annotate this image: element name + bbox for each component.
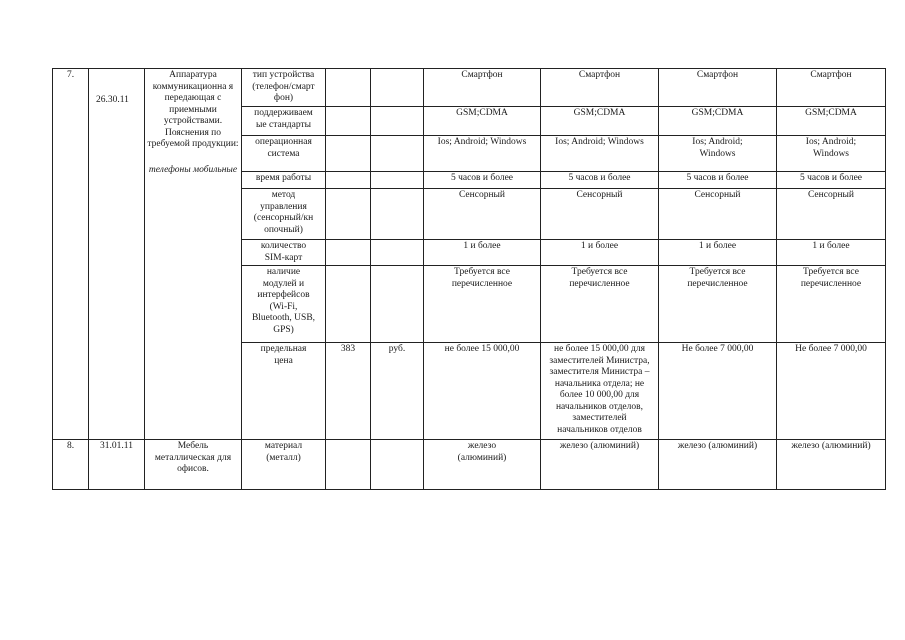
value-cell: GSM;CDMA xyxy=(541,107,659,136)
value-cell: Требуется все перечисленное xyxy=(777,266,886,343)
value-cell: Не более 7 000,00 xyxy=(659,343,777,440)
characteristic-name: операционная система xyxy=(242,136,326,172)
value-cell: Смартфон xyxy=(424,69,541,107)
value-cell: GSM;CDMA xyxy=(777,107,886,136)
value-cell: 1 и более xyxy=(424,240,541,266)
product-note: телефоны мобильные xyxy=(148,164,238,175)
unit-code xyxy=(326,172,371,189)
characteristic-name: материал (металл) xyxy=(242,440,326,490)
value-cell: Ios; Android; Windows xyxy=(541,136,659,172)
value-cell: железо (алюминий) xyxy=(541,440,659,490)
characteristic-name: метод управления (сенсорный/кн опочный) xyxy=(242,189,326,240)
value-cell: 1 и более xyxy=(659,240,777,266)
value-cell: Ios; Android; Windows xyxy=(777,136,886,172)
unit-name xyxy=(371,440,424,490)
table-row xyxy=(53,440,886,490)
characteristic-name: количество SIM-карт xyxy=(242,240,326,266)
characteristic-name: время работы xyxy=(242,172,326,189)
unit-code xyxy=(326,69,371,107)
value-cell: железо (алюминий) xyxy=(659,440,777,490)
characteristic-name: поддерживаем ые стандарты xyxy=(242,107,326,136)
value-cell: не более 15 000,00 xyxy=(424,343,541,440)
value-cell: Ios; Android; Windows xyxy=(659,136,777,172)
unit-name xyxy=(371,172,424,189)
value-cell: 1 и более xyxy=(777,240,886,266)
value-cell: 1 и более xyxy=(541,240,659,266)
unit-code xyxy=(326,189,371,240)
characteristic-name: предельная цена xyxy=(242,343,326,440)
value-cell: Смартфон xyxy=(541,69,659,107)
table-row xyxy=(53,69,886,107)
product-description: Мебель металлическая для офисов. xyxy=(145,440,242,490)
value-cell: Требуется все перечисленное xyxy=(424,266,541,343)
value-cell: Смартфон xyxy=(659,69,777,107)
row-number: 7. xyxy=(53,69,89,440)
okpd-code: 26.30.11 xyxy=(89,69,145,440)
unit-name xyxy=(371,266,424,343)
value-cell: Сенсорный xyxy=(659,189,777,240)
value-cell: Требуется все перечисленное xyxy=(541,266,659,343)
specification-table xyxy=(52,68,886,490)
unit-code: 383 xyxy=(326,343,371,440)
value-cell: GSM;CDMA xyxy=(659,107,777,136)
unit-name xyxy=(371,189,424,240)
unit-code xyxy=(326,136,371,172)
product-description-text: Аппаратура коммуникационна я передающая с приемными устройствами. Пояснения по требуемой продукции: xyxy=(147,70,239,149)
characteristic-name: наличие модулей и интерфейсов (Wi-Fi, Bluetooth, USB, GPS) xyxy=(242,266,326,343)
value-cell: Требуется все перечисленное xyxy=(659,266,777,343)
unit-code xyxy=(326,266,371,343)
unit-name xyxy=(371,107,424,136)
value-cell: Ios; Android; Windows xyxy=(424,136,541,172)
unit-code xyxy=(326,440,371,490)
unit-name xyxy=(371,69,424,107)
value-cell: Сенсорный xyxy=(777,189,886,240)
value-cell: железо (алюминий) xyxy=(424,440,541,490)
unit-code xyxy=(326,240,371,266)
product-description xyxy=(145,69,242,440)
value-cell: Сенсорный xyxy=(424,189,541,240)
unit-name xyxy=(371,240,424,266)
value-cell: 5 часов и более xyxy=(659,172,777,189)
value-cell: 5 часов и более xyxy=(424,172,541,189)
okpd-code: 31.01.11 xyxy=(89,440,145,490)
value-cell: железо (алюминий) xyxy=(777,440,886,490)
value-cell: Сенсорный xyxy=(541,189,659,240)
unit-name: руб. xyxy=(371,343,424,440)
value-cell: 5 часов и более xyxy=(541,172,659,189)
value-cell: Смартфон xyxy=(777,69,886,107)
unit-name xyxy=(371,136,424,172)
value-cell: 5 часов и более xyxy=(777,172,886,189)
characteristic-name: тип устройства (телефон/смарт фон) xyxy=(242,69,326,107)
value-cell: не более 15 000,00 для заместителей Министра, заместителя Министра – начальника отдела; не более 10 000,00 для начальников отделов, заместителей начальников отделов xyxy=(541,343,659,440)
unit-code xyxy=(326,107,371,136)
value-cell: GSM;CDMA xyxy=(424,107,541,136)
value-cell: Не более 7 000,00 xyxy=(777,343,886,440)
row-number: 8. xyxy=(53,440,89,490)
